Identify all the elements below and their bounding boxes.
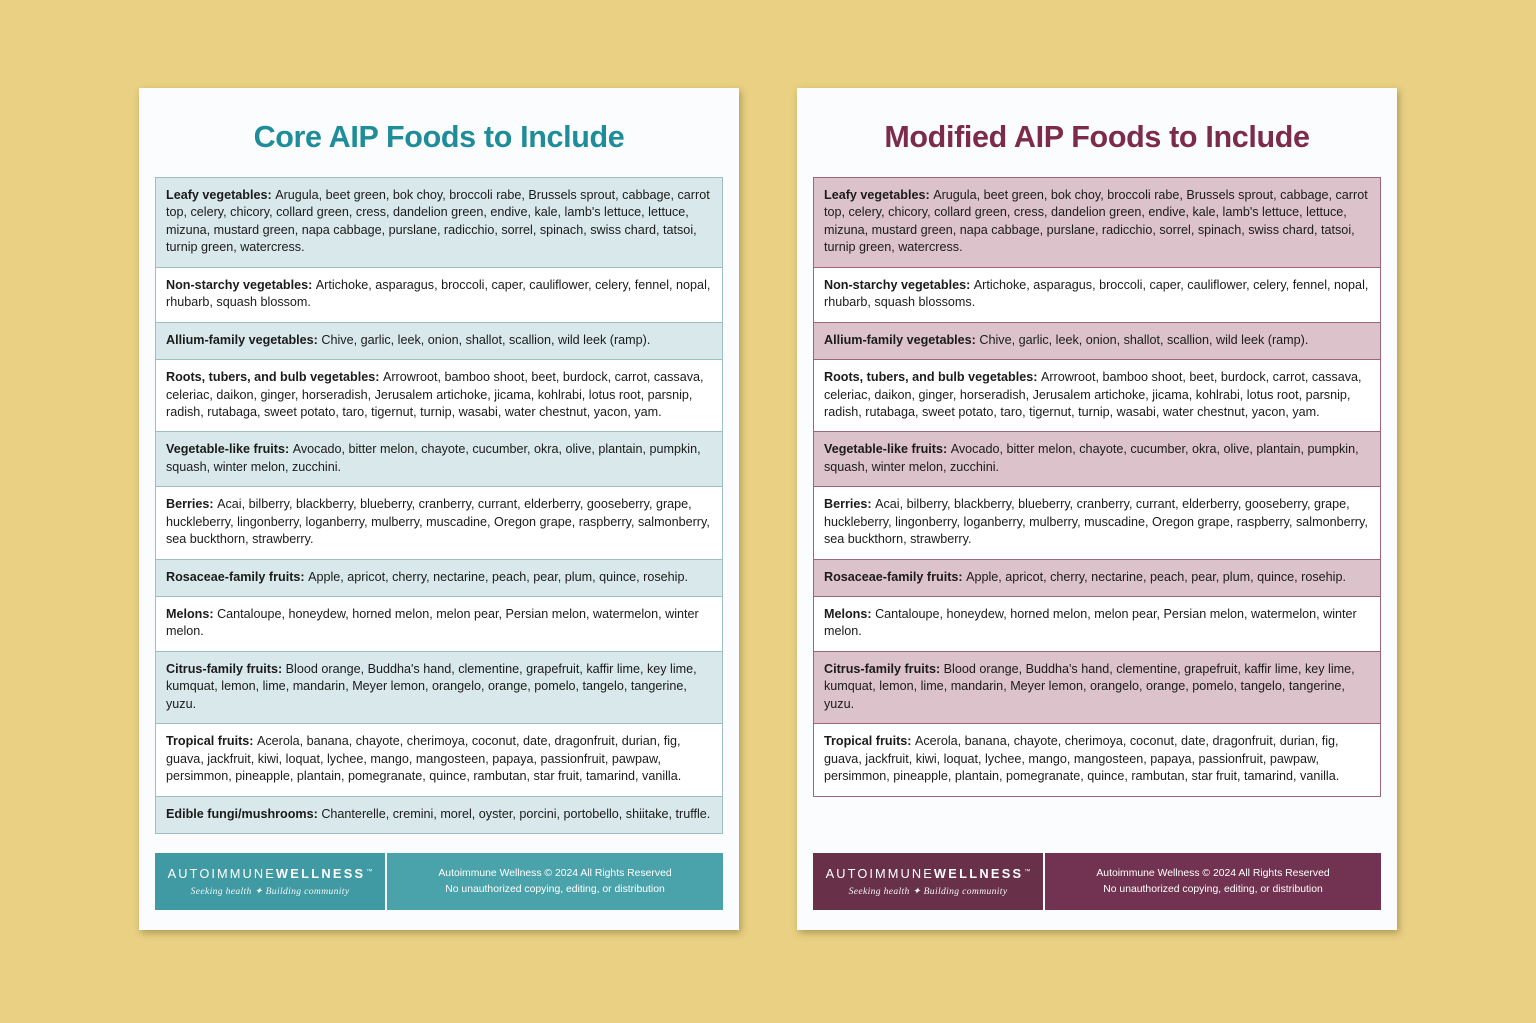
brand-wordmark	[168, 866, 373, 881]
copyright-notice-core	[385, 853, 723, 910]
row-label: Rosaceae-family fruits:	[824, 569, 967, 584]
row-items: Chanterelle, cremini, morel, oyster, porcini, portobello, shiitake, truffle.	[321, 806, 711, 821]
row-label: Allium-family vegetables:	[166, 332, 322, 347]
food-list-core	[139, 177, 739, 839]
card-core-aip	[139, 88, 739, 930]
table-row	[814, 360, 1380, 432]
row-label: Roots, tubers, and bulb vegetables:	[824, 370, 1041, 385]
row-label: Melons:	[166, 607, 218, 621]
row-items: Artichoke, asparagus, broccoli, caper, cauliflower, celery, fennel, nopal, rhubarb, squash blossom.	[166, 277, 711, 310]
table-row	[156, 323, 722, 360]
row-label: Vegetable-like fruits:	[166, 442, 293, 457]
table-row	[814, 178, 1380, 268]
brand-word-light: AUTOIMMUNE	[825, 866, 934, 881]
copyright-notice-modified	[1043, 853, 1381, 910]
row-items: Chive, garlic, leek, onion, shallot, scallion, wild leek (ramp).	[321, 332, 651, 347]
table-row	[814, 652, 1380, 724]
row-items: Chive, garlic, leek, onion, shallot, scallion, wild leek (ramp).	[979, 332, 1309, 347]
row-items: Avocado, bitter melon, chayote, cucumber, okra, olive, plantain, pumpkin, squash, winter melon, zucchini.	[824, 442, 1359, 474]
row-items: Blood orange, Buddha's hand, clementine, grapefruit, kaffir lime, key lime, kumquat, lemon, lime, mandarin, Meyer lemon, orangelo, orange, pomelo, tangelo, tangerine, yuzu.	[166, 661, 697, 711]
row-label: Roots, tubers, and bulb vegetables:	[166, 370, 383, 385]
brand-tagline: Seeking health ✦ Building community	[190, 886, 350, 897]
table-row	[156, 652, 722, 724]
brand-word-bold: WELLNESS	[275, 866, 366, 881]
table-row	[156, 560, 722, 597]
row-label: Tropical fruits:	[166, 734, 257, 749]
trademark-icon: ™	[1024, 868, 1031, 875]
table-row	[156, 360, 722, 432]
copyright-line-2: No unauthorized copying, editing, or distribution	[445, 883, 665, 895]
table-row	[156, 724, 722, 796]
row-items: Avocado, bitter melon, chayote, cucumber, okra, olive, plantain, pumpkin, squash, winter melon, zucchini.	[166, 442, 701, 474]
row-label: Berries:	[824, 497, 876, 512]
food-table-modified	[813, 177, 1381, 797]
table-row	[156, 597, 722, 652]
copyright-line-1: Autoimmune Wellness © 2024 All Rights Reserved	[1096, 868, 1330, 880]
brand-tagline: Seeking health ✦ Building community	[848, 886, 1008, 897]
row-items: Cantaloupe, honeydew, horned melon, melon pear, Persian melon, watermelon, winter melon.	[166, 607, 699, 639]
table-row	[156, 487, 722, 559]
table-row	[156, 432, 722, 487]
table-row	[814, 268, 1380, 323]
card-modified-aip	[797, 88, 1397, 930]
row-label: Edible fungi/mushrooms:	[166, 806, 322, 821]
row-items: Apple, apricot, cherry, nectarine, peach, pear, plum, quince, rosehip.	[308, 569, 688, 584]
copyright-line-1: Autoimmune Wellness © 2024 All Rights Reserved	[438, 868, 672, 880]
food-list-modified	[797, 177, 1397, 839]
page-title-modified: Modified AIP Foods to Include	[884, 120, 1310, 154]
row-label: Non-starchy vegetables:	[824, 277, 974, 292]
row-label: Melons:	[824, 607, 876, 621]
row-items: Acerola, banana, chayote, cherimoya, coconut, date, dragonfruit, durian, fig, guava, jackfruit, kiwi, loquat, lychee, mango, mangosteen, papaya, passionfruit, pawpaw, persimmon, pineapple, plantain, pomegranate, quince, rambutan, star fruit, tamarind, vanilla.	[166, 734, 682, 784]
row-items: Artichoke, asparagus, broccoli, caper, cauliflower, celery, fennel, nopal, rhubarb, squash blossoms.	[824, 277, 1369, 310]
row-items: Apple, apricot, cherry, nectarine, peach, pear, plum, quince, rosehip.	[966, 569, 1346, 584]
row-label: Citrus-family fruits:	[166, 661, 286, 676]
table-row	[156, 268, 722, 323]
brand-logo-core	[155, 853, 385, 910]
brand-word-bold: WELLNESS	[933, 866, 1024, 881]
row-items: Blood orange, Buddha's hand, clementine, grapefruit, kaffir lime, key lime, kumquat, lemon, lime, mandarin, Meyer lemon, orangelo, orange, pomelo, tangelo, tangerine, yuzu.	[824, 661, 1355, 711]
row-label: Tropical fruits:	[824, 734, 915, 749]
row-label: Leafy vegetables:	[824, 188, 934, 202]
row-label: Berries:	[166, 497, 218, 512]
table-row	[814, 597, 1380, 652]
row-items: Arugula, beet green, bok choy, broccoli rabe, Brussels sprout, cabbage, carrot top, celery, chicory, collard green, cress, dandelion green, endive, kale, lamb's lettuce, lettuce, mizuna, mustard green, napa cabbage, purslane, radicchio, sorrel, spinach, swiss chard, tatsoi, turnip green, watercress.	[166, 188, 710, 255]
table-row	[156, 178, 722, 268]
copyright-line-2: No unauthorized copying, editing, or distribution	[1103, 883, 1323, 895]
card-footer-core	[155, 853, 723, 910]
row-label: Rosaceae-family fruits:	[166, 569, 309, 584]
row-items: Acai, bilberry, blackberry, blueberry, cranberry, currant, elderberry, gooseberry, grape, huckleberry, lingonberry, loganberry, mulberry, muscadine, Oregon grape, raspberry, salmonberry, sea buckthorn, strawberry.	[166, 497, 710, 547]
row-items: Arrowroot, bamboo shoot, beet, burdock, carrot, cassava, celeriac, daikon, ginger, horseradish, Jerusalem artichoke, jicama, kohlrabi, lotus root, parsnip, radish, rutabaga, sweet potato, taro, tigernut, turnip, wasabi, water chestnut, yacon, yam.	[824, 370, 1362, 419]
food-table-core	[155, 177, 723, 834]
card-footer-modified	[813, 853, 1381, 910]
table-row	[814, 432, 1380, 487]
row-items: Cantaloupe, honeydew, horned melon, melon pear, Persian melon, watermelon, winter melon.	[824, 607, 1357, 639]
row-label: Vegetable-like fruits:	[824, 442, 951, 457]
row-items: Arugula, beet green, bok choy, broccoli rabe, Brussels sprout, cabbage, carrot top, celery, chicory, collard green, cress, dandelion green, endive, kale, lamb's lettuce, lettuce, mizuna, mustard green, napa cabbage, purslane, radicchio, sorrel, spinach, swiss chard, tatsoi, turnip green, watercress.	[824, 188, 1368, 255]
trademark-icon: ™	[366, 868, 373, 875]
brand-word-light: AUTOIMMUNE	[167, 866, 276, 881]
table-row	[814, 724, 1380, 795]
row-label: Non-starchy vegetables:	[166, 277, 316, 292]
row-items: Acai, bilberry, blackberry, blueberry, cranberry, currant, elderberry, gooseberry, grape, huckleberry, lingonberry, loganberry, mulberry, muscadine, Oregon grape, raspberry, salmonberry, sea buckthorn, strawberry.	[824, 497, 1368, 547]
brand-logo-modified	[813, 853, 1043, 910]
table-row	[814, 323, 1380, 360]
page-title-core: Core AIP Foods to Include	[253, 120, 625, 154]
table-row	[814, 560, 1380, 597]
row-items: Arrowroot, bamboo shoot, beet, burdock, carrot, cassava, celeriac, daikon, ginger, horseradish, Jerusalem artichoke, jicama, kohlrabi, lotus root, parsnip, radish, rutabaga, sweet potato, taro, tigernut, turnip, wasabi, water chestnut, yacon, yam.	[166, 370, 704, 419]
row-label: Leafy vegetables:	[166, 188, 276, 202]
brand-wordmark	[826, 866, 1031, 881]
row-label: Citrus-family fruits:	[824, 661, 944, 676]
table-row	[156, 797, 722, 833]
row-label: Allium-family vegetables:	[824, 332, 980, 347]
table-row	[814, 487, 1380, 559]
row-items: Acerola, banana, chayote, cherimoya, coconut, date, dragonfruit, durian, fig, guava, jackfruit, kiwi, loquat, lychee, mango, mangosteen, papaya, passionfruit, pawpaw, persimmon, pineapple, plantain, pomegranate, quince, rambutan, star fruit, tamarind, vanilla.	[824, 734, 1340, 784]
